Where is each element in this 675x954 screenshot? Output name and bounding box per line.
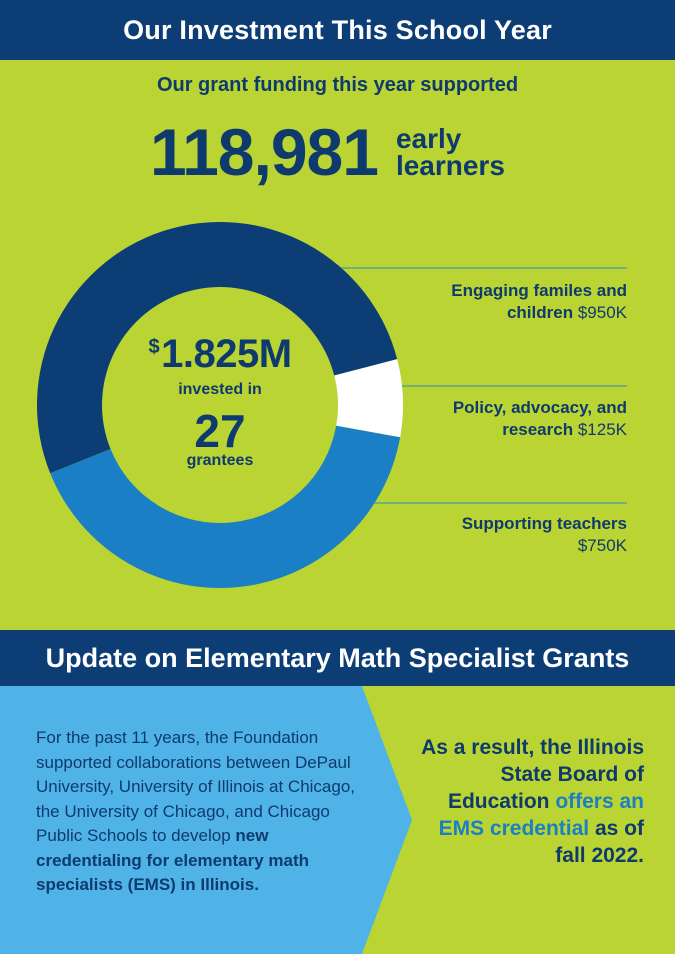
currency-symbol: $	[148, 336, 160, 358]
body-text-bold: new credentialing for elementary math specialists (EMS) in Illinois.	[36, 826, 310, 894]
body-text-regular: For the past 11 years, the Foundation supported collaborations between DePaul University, University of Illinois at Chicago, the University of Chicago, and Chicago Public Schools to develop	[36, 728, 356, 845]
legend-name: research	[502, 420, 574, 439]
result-part2: as of fall 2022.	[555, 817, 644, 867]
legend-value: $950K	[577, 303, 627, 322]
result-part1: As a result, the Illinois State Board of Education	[421, 736, 644, 813]
page-title: Our Investment This School Year	[123, 14, 552, 45]
result-statement	[410, 734, 644, 869]
total-amount: 1.825M	[161, 332, 292, 376]
invested-label: invested in	[178, 381, 262, 398]
legend-name: Policy, advocacy, and	[452, 398, 627, 417]
learners-count: 118,981	[150, 115, 378, 189]
legend-label-families	[367, 280, 627, 324]
total-invested	[104, 332, 336, 377]
body-paragraph	[36, 726, 376, 898]
legend-label-teachers	[367, 513, 627, 557]
legend-label-policy	[367, 397, 627, 441]
legend-value: $125K	[577, 420, 627, 439]
result-highlight: offers an EMS credential	[438, 790, 644, 840]
legend-name: Supporting teachers	[461, 514, 627, 533]
legend-name: children	[506, 303, 574, 322]
learners-label-line2: learners	[395, 150, 505, 181]
legend-value: $750K	[577, 536, 627, 555]
grantees-label: grantees	[186, 452, 254, 469]
section-header	[0, 630, 675, 686]
learners-label-line1: early	[395, 123, 462, 154]
section-title: Update on Elementary Math Specialist Grants	[45, 642, 630, 673]
intro-text: Our grant funding this year supported	[156, 74, 519, 96]
legend-name: Engaging familes and	[451, 281, 627, 300]
grantee-count: 27	[194, 405, 246, 457]
